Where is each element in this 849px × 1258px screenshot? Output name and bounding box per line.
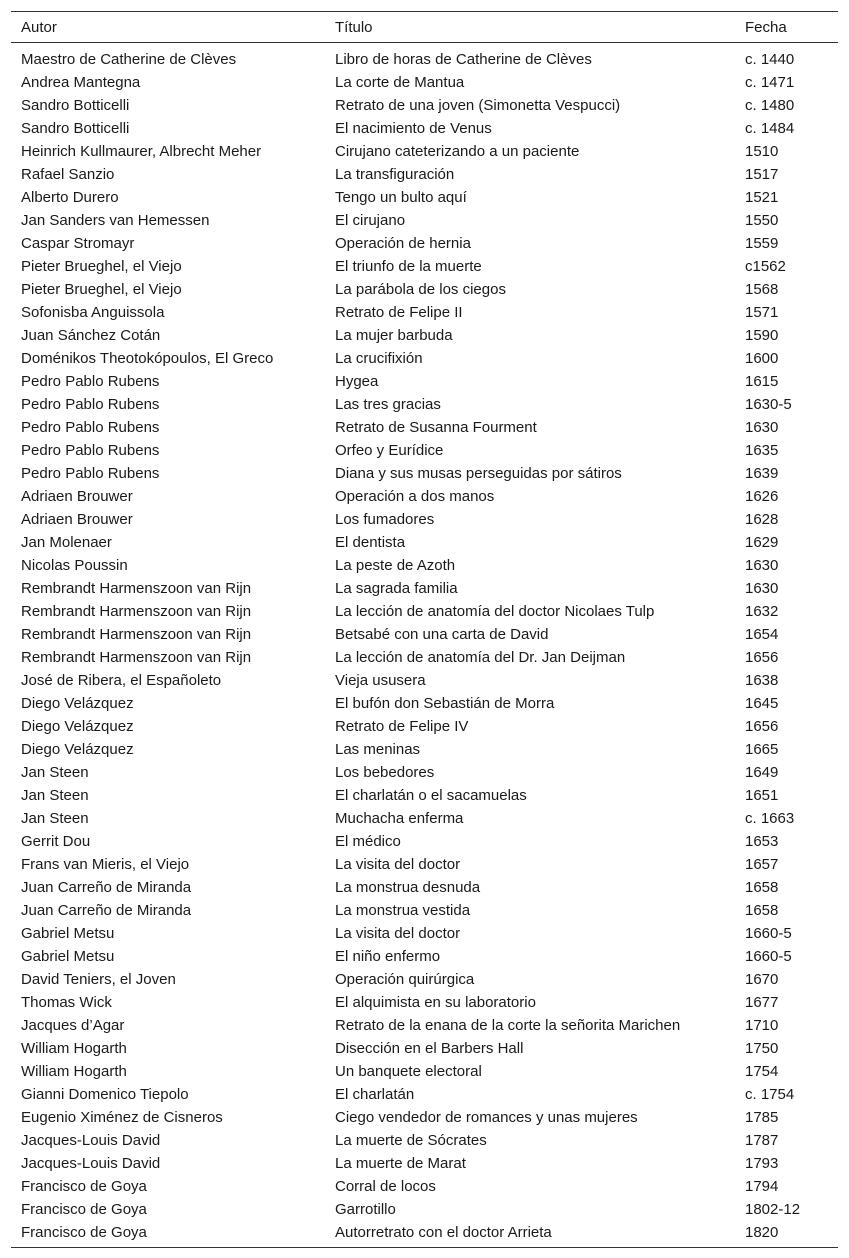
cell-fecha: 1630 [745,557,779,574]
cell-titulo: La muerte de Marat [335,1155,466,1172]
cell-autor: Rembrandt Harmenszoon van Rijn [21,626,252,643]
cell-titulo: Un banquete electoral [335,1063,482,1080]
cell-titulo: Corral de locos [335,1178,436,1195]
cell-titulo: El médico [335,833,401,850]
table-row [11,393,838,416]
cell-fecha: 1590 [745,327,779,344]
cell-autor: David Teniers, el Joven [21,971,176,988]
cell-autor: Diego Velázquez [21,741,134,758]
cell-autor: Maestro de Catherine de Clèves [21,51,237,68]
cell-titulo: Operación de hernia [335,235,471,252]
table-row [11,232,838,255]
cell-titulo: Disección en el Barbers Hall [335,1040,524,1057]
cell-fecha: 1630-5 [745,396,792,413]
cell-fecha: 1630 [745,419,779,436]
cell-titulo: El dentista [335,534,406,551]
cell-fecha: 1660-5 [745,925,792,942]
table-row [11,347,838,370]
table-row [11,508,838,531]
cell-autor: Doménikos Theotokópoulos, El Greco [21,350,274,367]
cell-titulo: El triunfo de la muerte [335,258,482,275]
cell-titulo: Diana y sus musas perseguidas por sátiros [335,465,622,482]
cell-titulo: La parábola de los ciegos [335,281,506,298]
table-row [11,462,838,485]
cell-fecha: 1517 [745,166,779,183]
table-row [11,71,838,94]
cell-autor: Gianni Domenico Tiepolo [21,1086,189,1103]
header-titulo: Título [335,18,373,36]
cell-fecha: 1639 [745,465,779,482]
table-header [11,12,838,43]
cell-fecha: 1794 [745,1178,779,1195]
cell-autor: Eugenio Ximénez de Cisneros [21,1109,223,1126]
cell-fecha: 1510 [745,143,779,160]
table-row [11,209,838,232]
table-row [11,1175,838,1198]
cell-titulo: El charlatán o el sacamuelas [335,787,527,804]
cell-autor: Sofonisba Anguissola [21,304,165,321]
cell-autor: William Hogarth [21,1063,127,1080]
cell-titulo: La mujer barbuda [335,327,453,344]
cell-titulo: Betsabé con una carta de David [335,626,549,643]
cell-fecha: 1600 [745,350,779,367]
table-row [11,738,838,761]
table-row [11,531,838,554]
table-row [11,416,838,439]
cell-autor: Alberto Durero [21,189,119,206]
table-row [11,186,838,209]
cell-titulo: Las meninas [335,741,421,758]
cell-titulo: Garrotillo [335,1201,396,1218]
cell-titulo: La muerte de Sócrates [335,1132,487,1149]
cell-autor: Jacques-Louis David [21,1155,161,1172]
cell-fecha: 1658 [745,879,779,896]
cell-autor: Sandro Botticelli [21,97,130,114]
table-row [11,715,838,738]
cell-titulo: El charlatán [335,1086,415,1103]
table-row [11,255,838,278]
cell-fecha: 1568 [745,281,779,298]
cell-autor: Jan Molenaer [21,534,112,551]
table-row [11,646,838,669]
table-row [11,324,838,347]
table-row [11,945,838,968]
cell-titulo: Operación a dos manos [335,488,495,505]
table-row [11,140,838,163]
cell-autor: Jan Steen [21,810,89,827]
cell-titulo: Ciego vendedor de romances y unas mujeres [335,1109,638,1126]
cell-titulo: La crucifixión [335,350,423,367]
cell-fecha: 1820 [745,1224,779,1241]
cell-autor: Diego Velázquez [21,695,134,712]
cell-titulo: La monstrua vestida [335,902,471,919]
cell-fecha: 1645 [745,695,779,712]
cell-autor: Rembrandt Harmenszoon van Rijn [21,580,252,597]
cell-fecha: c1562 [745,258,786,275]
table-row [11,922,838,945]
header-autor: Autor [21,18,57,36]
cell-autor: Gerrit Dou [21,833,91,850]
cell-fecha: 1632 [745,603,779,620]
cell-fecha: 1750 [745,1040,779,1057]
cell-fecha: 1657 [745,856,779,873]
cell-titulo: Vieja ususera [335,672,426,689]
cell-autor: Jan Steen [21,787,89,804]
cell-autor: Jan Steen [21,764,89,781]
cell-fecha: c. 1663 [745,810,795,827]
table-row [11,439,838,462]
table-row [11,968,838,991]
cell-titulo: El cirujano [335,212,406,229]
table-row [11,1198,838,1221]
cell-fecha: 1802-12 [745,1201,801,1218]
table-row [11,1152,838,1175]
artworks-table-container [11,11,838,1248]
cell-titulo: El niño enfermo [335,948,441,965]
cell-fecha: 1677 [745,994,779,1011]
cell-autor: Pieter Brueghel, el Viejo [21,258,182,275]
cell-autor: Rembrandt Harmenszoon van Rijn [21,603,252,620]
cell-autor: Pedro Pablo Rubens [21,396,160,413]
table-row [11,577,838,600]
table-row [11,94,838,117]
cell-fecha: 1628 [745,511,779,528]
cell-titulo: La visita del doctor [335,856,461,873]
cell-autor: Andrea Mantegna [21,74,141,91]
table-row [11,623,838,646]
cell-titulo: El nacimiento de Venus [335,120,492,137]
cell-titulo: Cirujano cateterizando a un paciente [335,143,580,160]
cell-autor: Pedro Pablo Rubens [21,465,160,482]
cell-autor: Pedro Pablo Rubens [21,442,160,459]
cell-autor: Frans van Mieris, el Viejo [21,856,190,873]
cell-titulo: La monstrua desnuda [335,879,481,896]
cell-fecha: 1630 [745,580,779,597]
cell-autor: Pedro Pablo Rubens [21,419,160,436]
cell-titulo: La sagrada familia [335,580,458,597]
cell-fecha: 1635 [745,442,779,459]
cell-autor: Adriaen Brouwer [21,511,133,528]
cell-fecha: 1653 [745,833,779,850]
bottom-rule [11,1248,838,1249]
cell-titulo: Retrato de una joven (Simonetta Vespucci) [335,97,621,114]
table-row [11,163,838,186]
cell-fecha: 1710 [745,1017,779,1034]
cell-titulo: Retrato de Felipe II [335,304,463,321]
cell-autor: Rafael Sanzio [21,166,115,183]
cell-titulo: Retrato de Felipe IV [335,718,469,735]
cell-fecha: 1665 [745,741,779,758]
cell-titulo: La transfiguración [335,166,455,183]
artworks-table [11,11,838,1248]
cell-fecha: 1787 [745,1132,779,1149]
cell-titulo: La visita del doctor [335,925,461,942]
cell-titulo: Autorretrato con el doctor Arrieta [335,1224,552,1241]
table-row [11,600,838,623]
cell-autor: Diego Velázquez [21,718,134,735]
cell-titulo: El bufón don Sebastián de Morra [335,695,555,712]
table-row [11,1106,838,1129]
table-row [11,761,838,784]
table-row [11,1014,838,1037]
cell-fecha: 1571 [745,304,779,321]
table-row [11,485,838,508]
cell-titulo: Orfeo y Eurídice [335,442,444,459]
cell-autor: Francisco de Goya [21,1178,147,1195]
cell-fecha: 1550 [745,212,779,229]
cell-fecha: 1754 [745,1063,779,1080]
cell-fecha: 1656 [745,718,779,735]
cell-fecha: 1670 [745,971,779,988]
cell-fecha: c. 1480 [745,97,795,114]
cell-fecha: 1656 [745,649,779,666]
table-footer [11,1248,838,1249]
table-row [11,899,838,922]
cell-fecha: 1793 [745,1155,779,1172]
cell-fecha: 1649 [745,764,779,781]
cell-titulo: Tengo un bulto aquí [335,189,467,206]
cell-autor: Adriaen Brouwer [21,488,133,505]
cell-titulo: La corte de Mantua [335,74,465,91]
cell-fecha: 1629 [745,534,779,551]
cell-fecha: 1626 [745,488,779,505]
cell-autor: Gabriel Metsu [21,948,115,965]
cell-fecha: 1658 [745,902,779,919]
cell-autor: Jan Sanders van Hemessen [21,212,210,229]
table-row [11,1221,838,1248]
cell-autor: Heinrich Kullmaurer, Albrecht Meher [21,143,262,160]
cell-titulo: Muchacha enferma [335,810,464,827]
cell-fecha: c. 1471 [745,74,795,91]
cell-titulo: Las tres gracias [335,396,441,413]
cell-autor: Jacques-Louis David [21,1132,161,1149]
table-row [11,784,838,807]
table-row [11,278,838,301]
cell-autor: Pedro Pablo Rubens [21,373,160,390]
header-row [11,12,838,43]
table-body [11,43,838,1248]
cell-autor: José de Ribera, el Españoleto [21,672,222,689]
cell-titulo: Libro de horas de Catherine de Clèves [335,51,592,68]
cell-fecha: 1615 [745,373,779,390]
table-row [11,692,838,715]
cell-titulo: Los bebedores [335,764,435,781]
header-fecha: Fecha [745,18,787,36]
cell-autor: Nicolas Poussin [21,557,128,574]
table-row [11,117,838,140]
cell-titulo: Retrato de la enana de la corte la señorita Marichen [335,1017,681,1034]
table-row [11,301,838,324]
cell-titulo: La peste de Azoth [335,557,456,574]
table-row [11,830,838,853]
cell-autor: Juan Carreño de Miranda [21,879,192,896]
cell-titulo: Retrato de Susanna Fourment [335,419,537,436]
table-row [11,876,838,899]
cell-fecha: c. 1484 [745,120,795,137]
table-row [11,853,838,876]
cell-fecha: 1654 [745,626,779,643]
cell-fecha: 1559 [745,235,779,252]
cell-titulo: El alquimista en su laboratorio [335,994,536,1011]
cell-autor: Caspar Stromayr [21,235,135,252]
cell-fecha: 1785 [745,1109,779,1126]
table-row [11,43,838,72]
cell-autor: Sandro Botticelli [21,120,130,137]
cell-titulo: Operación quirúrgica [335,971,475,988]
cell-autor: Rembrandt Harmenszoon van Rijn [21,649,252,666]
table-row [11,669,838,692]
cell-fecha: c. 1440 [745,51,795,68]
cell-fecha: 1638 [745,672,779,689]
table-row [11,370,838,393]
cell-autor: Pieter Brueghel, el Viejo [21,281,182,298]
cell-titulo: La lección de anatomía del Dr. Jan Deijman [335,649,626,666]
cell-fecha: 1660-5 [745,948,792,965]
cell-titulo: Los fumadores [335,511,435,528]
cell-autor: Juan Sánchez Cotán [21,327,161,344]
cell-autor: Juan Carreño de Miranda [21,902,192,919]
cell-autor: Francisco de Goya [21,1224,147,1241]
table-row [11,991,838,1014]
cell-fecha: 1521 [745,189,779,206]
cell-autor: Jacques d’Agar [21,1017,125,1034]
cell-autor: William Hogarth [21,1040,127,1057]
cell-autor: Francisco de Goya [21,1201,147,1218]
table-row [11,554,838,577]
cell-titulo: La lección de anatomía del doctor Nicolaes Tulp [335,603,655,620]
table-row [11,1083,838,1106]
cell-autor: Thomas Wick [21,994,112,1011]
table-row [11,807,838,830]
cell-fecha: c. 1754 [745,1086,795,1103]
cell-titulo: Hygea [335,373,379,390]
cell-autor: Gabriel Metsu [21,925,115,942]
cell-fecha: 1651 [745,787,779,804]
table-row [11,1037,838,1060]
table-row [11,1129,838,1152]
table-row [11,1060,838,1083]
